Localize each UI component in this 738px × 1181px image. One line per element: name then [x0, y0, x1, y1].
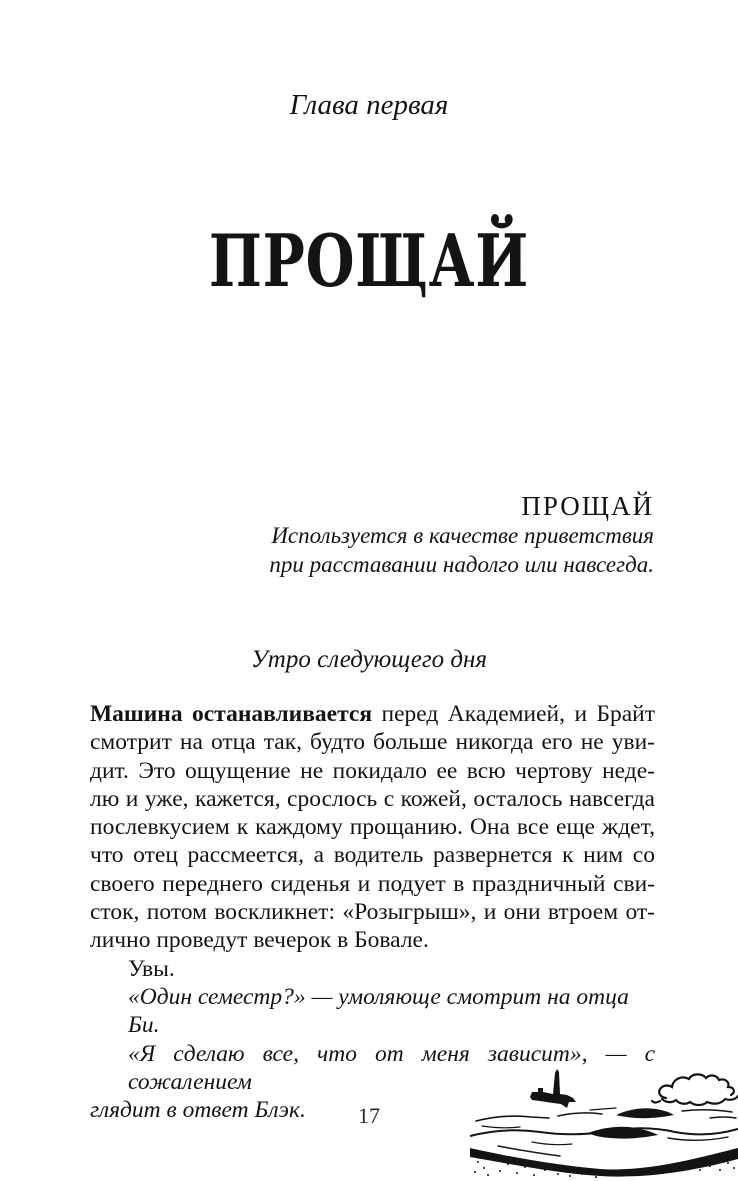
epigraph	[269, 492, 654, 579]
bird-icon	[530, 1069, 576, 1108]
sea-illustration	[470, 1058, 738, 1178]
cloud-icon	[652, 1074, 738, 1105]
body-line-rest: перед Академией, и Брайт	[372, 701, 655, 727]
epigraph-term: ПРОЩАЙ	[521, 491, 654, 521]
body-line: своего переднего сиденья и подует в праздничный сви-	[90, 870, 655, 897]
scene-heading: Утро следующего дня	[250, 646, 488, 673]
page-number: 17	[358, 1103, 380, 1128]
body-line-dialogue: глядит в ответ Блэк.	[90, 1097, 306, 1124]
body-line: послевкусием к каждому прощанию. Она все еще ждет,	[90, 814, 655, 841]
body-line: что отец рассмеется, а водитель развернется к ним со	[90, 842, 655, 869]
body-line	[90, 700, 655, 728]
body-line-dialogue: «Я сделаю все, что от меня зависит», — с сожалением	[128, 1040, 655, 1095]
body-line: Увы.	[128, 955, 175, 982]
chapter-title: ПРОЩАЙ	[208, 218, 530, 303]
body-line: смотрит на отца так, будто больше никогда его не уви-	[90, 729, 655, 756]
epigraph-definition-line-1: Используется в качестве приветствия	[271, 523, 654, 548]
body-line: лю и уже, кажется, срослось с кожей, осталось навсегда	[90, 785, 655, 812]
body-line: дит. Это ощущение не покидало ее всю чертову неде-	[90, 757, 655, 784]
body-line-dialogue: «Один семестр?» — умоляюще смотрит на отца Би.	[128, 983, 629, 1039]
body-line: лично проведут вечерок в Бовале.	[90, 927, 429, 954]
chapter-label: Глава первая	[289, 89, 449, 121]
body-lead-bold: Машина останавливается	[90, 701, 373, 727]
waves-icon	[470, 1108, 738, 1178]
body-line: сток, потом воскликнет: «Розыгрыш», и они втроем от-	[90, 899, 655, 926]
epigraph-definition-line-2: при расставании надолго или навсегда.	[269, 552, 654, 577]
